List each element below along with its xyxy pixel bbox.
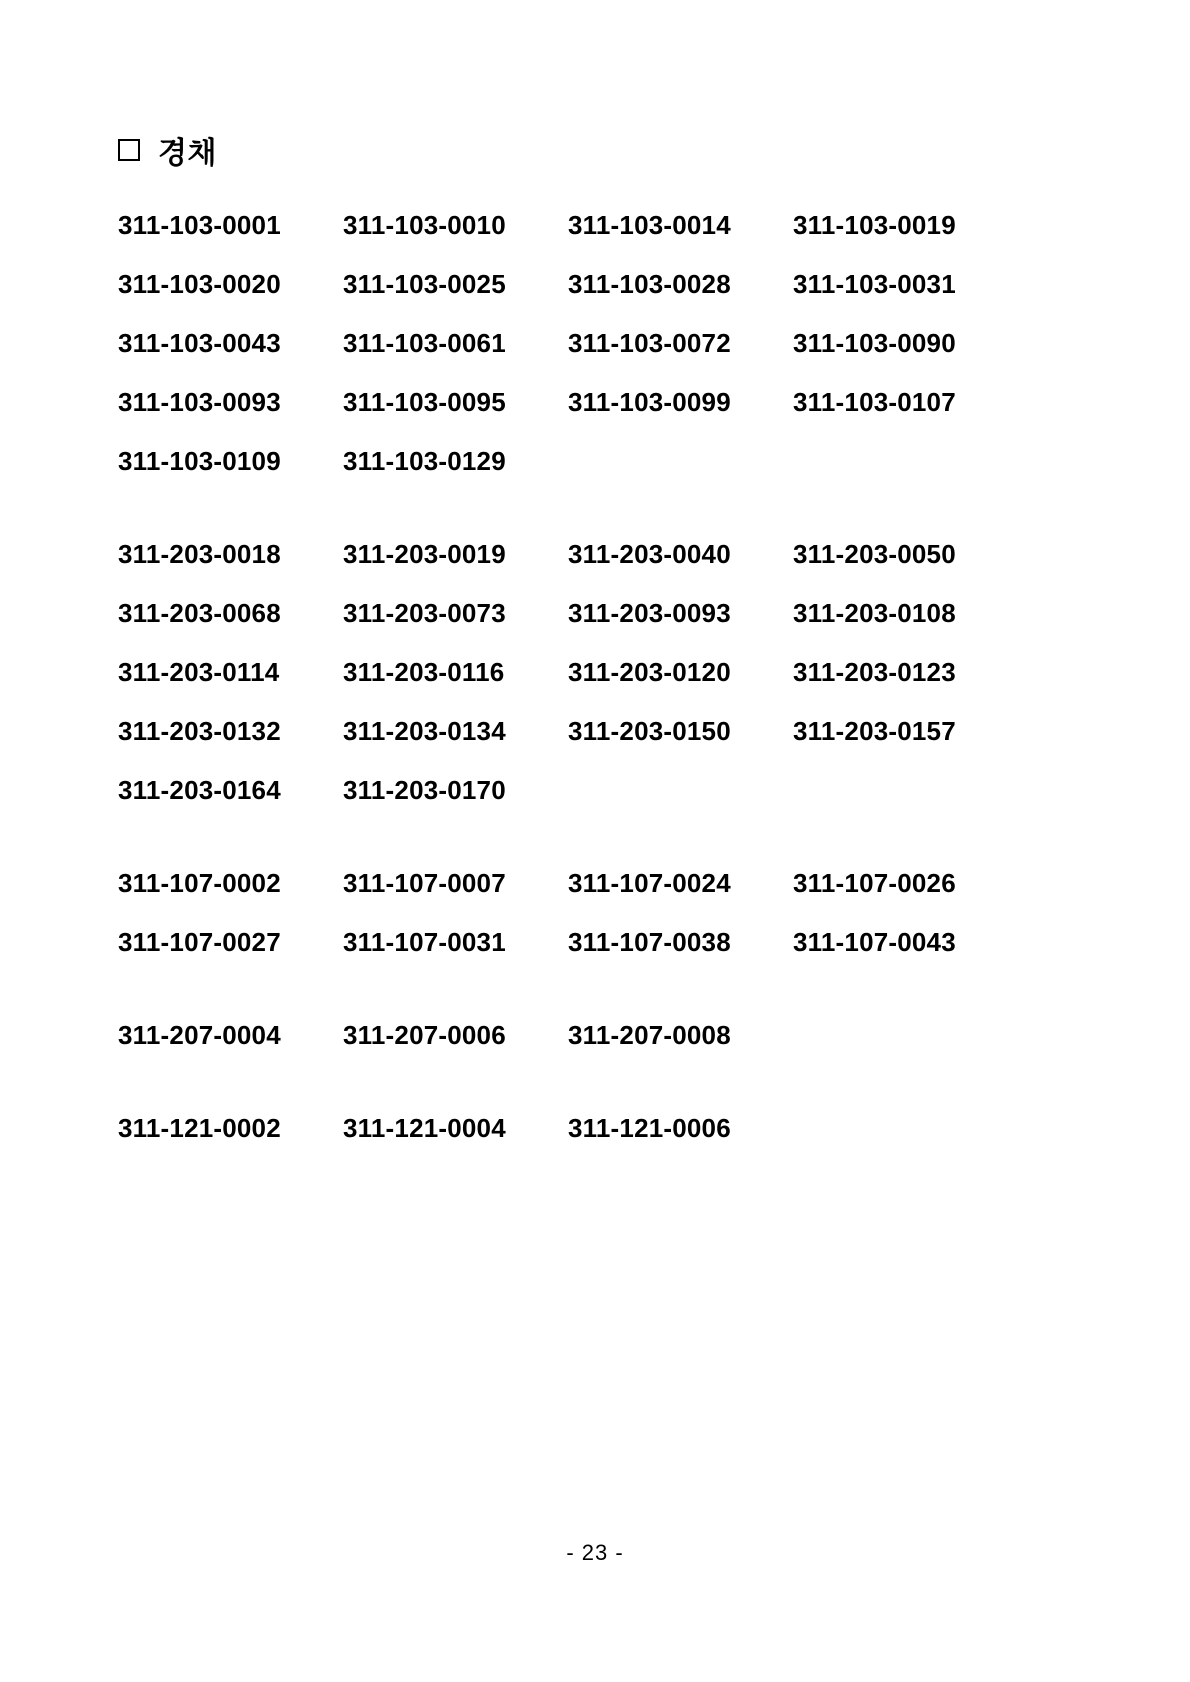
number-row [118, 702, 1078, 761]
number-cell: 311-103-0020 [118, 269, 281, 299]
number-cell: 311-207-0008 [568, 1020, 731, 1050]
number-cell: 311-203-0050 [793, 539, 956, 569]
number-group-311-121 [118, 1099, 1078, 1158]
number-cell: 311-103-0129 [343, 446, 506, 476]
number-cell: 311-203-0170 [343, 775, 506, 805]
number-row [118, 761, 1078, 820]
number-cell: 311-207-0006 [343, 1020, 506, 1050]
number-cell: 311-203-0018 [118, 539, 281, 569]
number-cell: 311-107-0043 [793, 927, 956, 957]
number-group-311-203 [118, 525, 1078, 820]
number-row [118, 1006, 1078, 1065]
number-cell: 311-103-0109 [118, 446, 281, 476]
number-group-311-207 [118, 1006, 1078, 1065]
number-cell: 311-203-0073 [343, 598, 506, 628]
number-cell: 311-103-0028 [568, 269, 731, 299]
number-cell: 311-103-0093 [118, 387, 281, 417]
number-cell: 311-103-0019 [793, 210, 956, 240]
number-cell: 311-103-0010 [343, 210, 506, 240]
number-cell: 311-107-0038 [568, 927, 731, 957]
number-cell: 311-103-0001 [118, 210, 281, 240]
number-cell: 311-203-0019 [343, 539, 506, 569]
number-group-311-107 [118, 854, 1078, 972]
number-cell: 311-203-0120 [568, 657, 731, 687]
number-cell: 311-203-0164 [118, 775, 281, 805]
number-cell: 311-103-0031 [793, 269, 956, 299]
number-row [118, 1099, 1078, 1158]
number-group-311-103 [118, 196, 1078, 491]
number-cell: 311-103-0061 [343, 328, 506, 358]
number-cell: 311-203-0093 [568, 598, 731, 628]
number-cell: 311-203-0157 [793, 716, 956, 746]
number-row [118, 854, 1078, 913]
number-cell: 311-107-0007 [343, 868, 506, 898]
number-row [118, 255, 1078, 314]
number-cell: 311-107-0024 [568, 868, 731, 898]
number-cell: 311-103-0014 [568, 210, 731, 240]
number-cell: 311-203-0114 [118, 657, 280, 687]
number-cell: 311-203-0150 [568, 716, 731, 746]
number-cell: 311-203-0134 [343, 716, 506, 746]
section-heading-label: 경채 [158, 137, 217, 170]
number-cell: 311-107-0002 [118, 868, 281, 898]
number-cell: 311-103-0099 [568, 387, 731, 417]
number-row [118, 643, 1078, 702]
number-cell: 311-203-0132 [118, 716, 281, 746]
number-row [118, 432, 1078, 491]
number-cell: 311-103-0025 [343, 269, 506, 299]
number-cell: 311-103-0095 [343, 387, 506, 417]
section-heading [118, 128, 217, 172]
number-row [118, 525, 1078, 584]
number-cell: 311-103-0107 [793, 387, 956, 417]
number-row [118, 196, 1078, 255]
number-cell: 311-107-0026 [793, 868, 956, 898]
number-cell: 311-107-0027 [118, 927, 281, 957]
number-row [118, 314, 1078, 373]
number-cell: 311-203-0108 [793, 598, 956, 628]
number-cell: 311-121-0004 [343, 1113, 506, 1143]
number-groups [118, 196, 1078, 1192]
number-row [118, 584, 1078, 643]
number-cell: 311-103-0072 [568, 328, 731, 358]
number-cell: 311-203-0068 [118, 598, 281, 628]
number-cell: 311-107-0031 [343, 927, 506, 957]
number-row [118, 373, 1078, 432]
number-row [118, 913, 1078, 972]
page-number: - 23 - [566, 1540, 624, 1565]
empty-square-icon [118, 139, 140, 161]
number-cell: 311-121-0006 [568, 1113, 731, 1143]
number-cell: 311-203-0123 [793, 657, 956, 687]
number-cell: 311-103-0090 [793, 328, 956, 358]
number-cell: 311-121-0002 [118, 1113, 281, 1143]
number-cell: 311-203-0040 [568, 539, 731, 569]
number-cell: 311-203-0116 [343, 657, 505, 687]
number-cell: 311-103-0043 [118, 328, 281, 358]
number-cell: 311-207-0004 [118, 1020, 281, 1050]
